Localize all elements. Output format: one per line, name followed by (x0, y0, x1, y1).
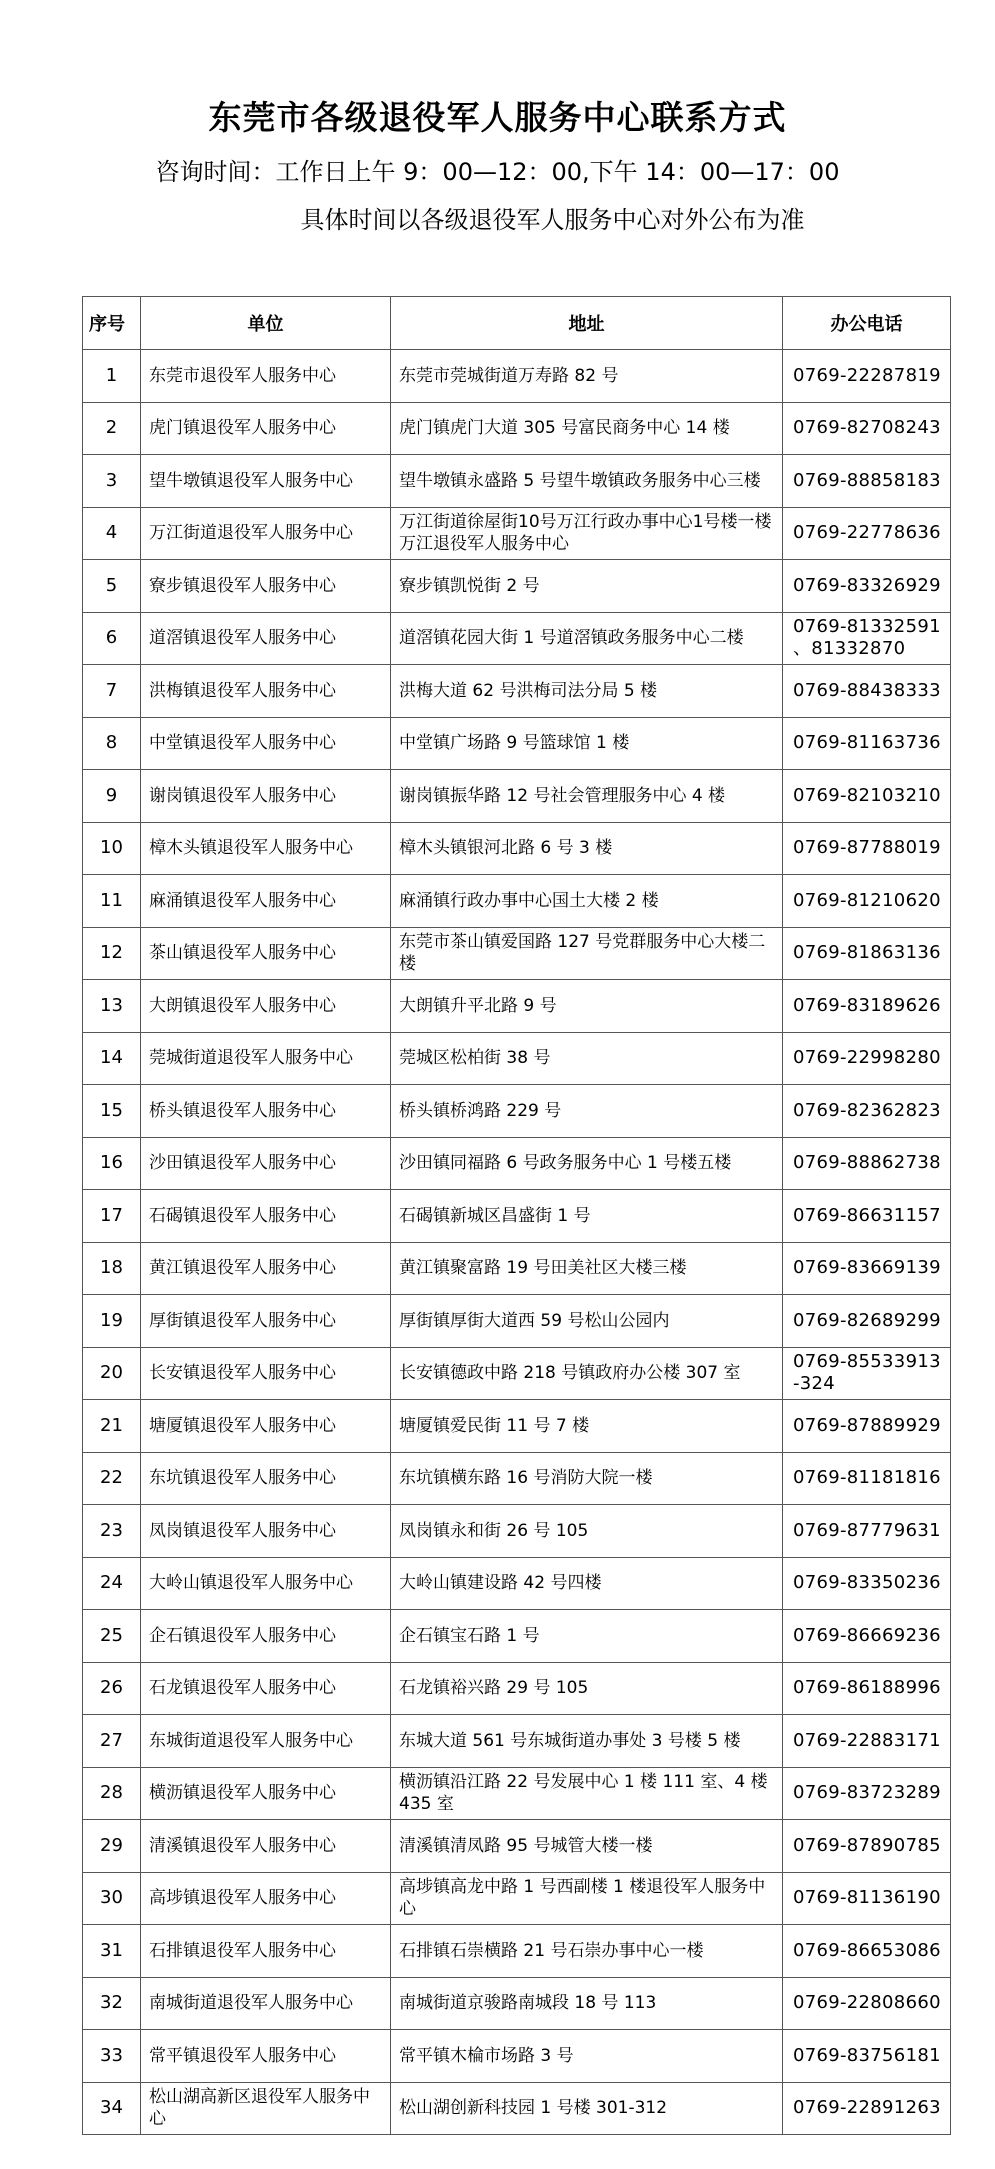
row-number: 23 (83, 1505, 141, 1558)
contact-table (82, 296, 951, 2135)
row-phone: 0769-87779631 (783, 1505, 951, 1558)
table-row (83, 560, 951, 613)
row-address: 东莞市莞城街道万寿路 82 号 (391, 350, 783, 403)
row-unit: 沙田镇退役军人服务中心 (141, 1137, 391, 1190)
table-row (83, 1085, 951, 1138)
row-number: 33 (83, 2030, 141, 2083)
row-address: 樟木头镇银河北路 6 号 3 楼 (391, 822, 783, 875)
row-phone: 0769-83326929 (783, 560, 951, 613)
row-address: 横沥镇沿江路 22 号发展中心 1 楼 111 室、4 楼 435 室 (391, 1767, 783, 1820)
table-row (83, 1242, 951, 1295)
row-phone: 0769-88438333 (783, 665, 951, 718)
table-row (83, 1820, 951, 1873)
table-row (83, 1190, 951, 1243)
row-phone: 0769-85533913 -324 (783, 1347, 951, 1400)
row-phone: 0769-82362823 (783, 1085, 951, 1138)
row-number: 1 (83, 350, 141, 403)
row-address: 南城街道京骏路南城段 18 号 113 (391, 1977, 783, 2030)
row-phone: 0769-86631157 (783, 1190, 951, 1243)
row-unit: 南城街道退役军人服务中心 (141, 1977, 391, 2030)
row-unit: 大朗镇退役军人服务中心 (141, 980, 391, 1033)
row-number: 4 (83, 507, 141, 560)
row-phone: 0769-86653086 (783, 1925, 951, 1978)
row-address: 高埗镇高龙中路 1 号西副楼 1 楼退役军人服务中心 (391, 1872, 783, 1925)
column-header-unit: 单位 (141, 297, 391, 350)
table-row (83, 2082, 951, 2135)
table-row (83, 612, 951, 665)
row-address: 凤岗镇永和街 26 号 105 (391, 1505, 783, 1558)
row-number: 34 (83, 2082, 141, 2135)
row-number: 6 (83, 612, 141, 665)
row-phone: 0769-83723289 (783, 1767, 951, 1820)
consultation-hours: 咨询时间：工作日上午 9：00—12：00,下午 14：00—17：00 (155, 158, 840, 186)
row-phone: 0769-87889929 (783, 1400, 951, 1453)
row-address: 石排镇石崇横路 21 号石崇办事中心一楼 (391, 1925, 783, 1978)
row-address: 黄江镇聚富路 19 号田美社区大楼三楼 (391, 1242, 783, 1295)
row-number: 8 (83, 717, 141, 770)
row-unit: 常平镇退役军人服务中心 (141, 2030, 391, 2083)
row-phone: 0769-22998280 (783, 1032, 951, 1085)
row-phone: 0769-83756181 (783, 2030, 951, 2083)
row-unit: 松山湖高新区退役军人服务中心 (141, 2082, 391, 2135)
table-row (83, 717, 951, 770)
row-phone: 0769-81863136 (783, 927, 951, 980)
table-row (83, 1032, 951, 1085)
row-address: 沙田镇同福路 6 号政务服务中心 1 号楼五楼 (391, 1137, 783, 1190)
row-number: 19 (83, 1295, 141, 1348)
row-unit: 谢岗镇退役军人服务中心 (141, 770, 391, 823)
row-address: 桥头镇桥鸿路 229 号 (391, 1085, 783, 1138)
row-unit: 东莞市退役军人服务中心 (141, 350, 391, 403)
row-number: 32 (83, 1977, 141, 2030)
row-address: 厚街镇厚街大道西 59 号松山公园内 (391, 1295, 783, 1348)
row-number: 21 (83, 1400, 141, 1453)
row-unit: 中堂镇退役军人服务中心 (141, 717, 391, 770)
table-row (83, 822, 951, 875)
table-row (83, 1715, 951, 1768)
table-row (83, 1295, 951, 1348)
row-number: 11 (83, 875, 141, 928)
row-phone: 0769-81163736 (783, 717, 951, 770)
row-phone: 0769-86669236 (783, 1610, 951, 1663)
row-phone: 0769-81332591 、81332870 (783, 612, 951, 665)
table-row (83, 927, 951, 980)
row-unit: 黄江镇退役军人服务中心 (141, 1242, 391, 1295)
row-unit: 洪梅镇退役军人服务中心 (141, 665, 391, 718)
row-phone: 0769-83189626 (783, 980, 951, 1033)
row-address: 东坑镇横东路 16 号消防大院一楼 (391, 1452, 783, 1505)
row-number: 15 (83, 1085, 141, 1138)
row-address: 东莞市茶山镇爱国路 127 号党群服务中心大楼二楼 (391, 927, 783, 980)
row-unit: 万江街道退役军人服务中心 (141, 507, 391, 560)
row-unit: 企石镇退役军人服务中心 (141, 1610, 391, 1663)
row-address: 望牛墩镇永盛路 5 号望牛墩镇政务服务中心三楼 (391, 455, 783, 508)
row-unit: 塘厦镇退役军人服务中心 (141, 1400, 391, 1453)
row-unit: 高埗镇退役军人服务中心 (141, 1872, 391, 1925)
table-row (83, 1452, 951, 1505)
row-address: 中堂镇广场路 9 号篮球馆 1 楼 (391, 717, 783, 770)
row-address: 大岭山镇建设路 42 号四楼 (391, 1557, 783, 1610)
row-address: 虎门镇虎门大道 305 号富民商务中心 14 楼 (391, 402, 783, 455)
row-address: 清溪镇清凤路 95 号城管大楼一楼 (391, 1820, 783, 1873)
table-row (83, 1347, 951, 1400)
row-unit: 桥头镇退役军人服务中心 (141, 1085, 391, 1138)
row-phone: 0769-22287819 (783, 350, 951, 403)
row-phone: 0769-83350236 (783, 1557, 951, 1610)
table-row (83, 1505, 951, 1558)
row-address: 长安镇德政中路 218 号镇政府办公楼 307 室 (391, 1347, 783, 1400)
row-number: 10 (83, 822, 141, 875)
table-row (83, 507, 951, 560)
table-row (83, 1977, 951, 2030)
row-address: 洪梅大道 62 号洪梅司法分局 5 楼 (391, 665, 783, 718)
table-row (83, 1767, 951, 1820)
row-address: 道滘镇花园大街 1 号道滘镇政务服务中心二楼 (391, 612, 783, 665)
row-number: 18 (83, 1242, 141, 1295)
row-unit: 莞城街道退役军人服务中心 (141, 1032, 391, 1085)
table-row (83, 770, 951, 823)
row-number: 17 (83, 1190, 141, 1243)
column-header-address: 地址 (391, 297, 783, 350)
row-phone: 0769-22891263 (783, 2082, 951, 2135)
table-header-row (83, 297, 951, 350)
row-unit: 茶山镇退役军人服务中心 (141, 927, 391, 980)
hours-note: 具体时间以各级退役军人服务中心对外公布为准 (300, 206, 805, 234)
row-address: 松山湖创新科技园 1 号楼 301-312 (391, 2082, 783, 2135)
row-number: 5 (83, 560, 141, 613)
row-unit: 大岭山镇退役军人服务中心 (141, 1557, 391, 1610)
table-row (83, 875, 951, 928)
row-unit: 石龙镇退役军人服务中心 (141, 1662, 391, 1715)
column-header-phone: 办公电话 (783, 297, 951, 350)
row-number: 24 (83, 1557, 141, 1610)
row-phone: 0769-88858183 (783, 455, 951, 508)
row-number: 26 (83, 1662, 141, 1715)
row-phone: 0769-81181816 (783, 1452, 951, 1505)
row-number: 14 (83, 1032, 141, 1085)
row-number: 3 (83, 455, 141, 508)
row-unit: 东坑镇退役军人服务中心 (141, 1452, 391, 1505)
row-unit: 凤岗镇退役军人服务中心 (141, 1505, 391, 1558)
row-address: 石龙镇裕兴路 29 号 105 (391, 1662, 783, 1715)
row-number: 2 (83, 402, 141, 455)
row-number: 27 (83, 1715, 141, 1768)
table-row (83, 980, 951, 1033)
table-row (83, 350, 951, 403)
row-phone: 0769-88862738 (783, 1137, 951, 1190)
row-phone: 0769-22883171 (783, 1715, 951, 1768)
row-unit: 麻涌镇退役军人服务中心 (141, 875, 391, 928)
row-phone: 0769-83669139 (783, 1242, 951, 1295)
row-unit: 寮步镇退役军人服务中心 (141, 560, 391, 613)
table-row (83, 1400, 951, 1453)
table-row (83, 665, 951, 718)
row-address: 大朗镇升平北路 9 号 (391, 980, 783, 1033)
row-phone: 0769-86188996 (783, 1662, 951, 1715)
row-address: 常平镇木棆市场路 3 号 (391, 2030, 783, 2083)
row-unit: 望牛墩镇退役军人服务中心 (141, 455, 391, 508)
row-address: 寮步镇凯悦街 2 号 (391, 560, 783, 613)
row-address: 麻涌镇行政办事中心国土大楼 2 楼 (391, 875, 783, 928)
table-row (83, 2030, 951, 2083)
column-header-no: 序号 (83, 297, 141, 350)
table-row (83, 1557, 951, 1610)
row-number: 31 (83, 1925, 141, 1978)
page-title: 东莞市各级退役军人服务中心联系方式 (208, 98, 787, 137)
table-row (83, 1610, 951, 1663)
row-phone: 0769-22778636 (783, 507, 951, 560)
row-unit: 横沥镇退役军人服务中心 (141, 1767, 391, 1820)
row-phone: 0769-81136190 (783, 1872, 951, 1925)
row-address: 谢岗镇振华路 12 号社会管理服务中心 4 楼 (391, 770, 783, 823)
row-unit: 石碣镇退役军人服务中心 (141, 1190, 391, 1243)
row-unit: 樟木头镇退役军人服务中心 (141, 822, 391, 875)
row-number: 28 (83, 1767, 141, 1820)
row-number: 12 (83, 927, 141, 980)
row-phone: 0769-82689299 (783, 1295, 951, 1348)
row-unit: 长安镇退役军人服务中心 (141, 1347, 391, 1400)
row-unit: 东城街道退役军人服务中心 (141, 1715, 391, 1768)
row-number: 13 (83, 980, 141, 1033)
row-unit: 石排镇退役军人服务中心 (141, 1925, 391, 1978)
row-address: 塘厦镇爱民街 11 号 7 楼 (391, 1400, 783, 1453)
row-address: 企石镇宝石路 1 号 (391, 1610, 783, 1663)
row-phone: 0769-87788019 (783, 822, 951, 875)
table-row (83, 1925, 951, 1978)
row-phone: 0769-22808660 (783, 1977, 951, 2030)
row-number: 22 (83, 1452, 141, 1505)
row-unit: 清溪镇退役军人服务中心 (141, 1820, 391, 1873)
row-phone: 0769-81210620 (783, 875, 951, 928)
table-row (83, 1137, 951, 1190)
table-row (83, 1662, 951, 1715)
row-address: 东城大道 561 号东城街道办事处 3 号楼 5 楼 (391, 1715, 783, 1768)
row-number: 30 (83, 1872, 141, 1925)
row-number: 29 (83, 1820, 141, 1873)
table-body (83, 350, 951, 2135)
row-address: 莞城区松柏街 38 号 (391, 1032, 783, 1085)
row-unit: 厚街镇退役军人服务中心 (141, 1295, 391, 1348)
row-phone: 0769-87890785 (783, 1820, 951, 1873)
row-number: 16 (83, 1137, 141, 1190)
row-number: 20 (83, 1347, 141, 1400)
row-phone: 0769-82708243 (783, 402, 951, 455)
row-unit: 虎门镇退役军人服务中心 (141, 402, 391, 455)
row-phone: 0769-82103210 (783, 770, 951, 823)
row-address: 石碣镇新城区昌盛街 1 号 (391, 1190, 783, 1243)
row-number: 7 (83, 665, 141, 718)
row-number: 9 (83, 770, 141, 823)
row-unit: 道滘镇退役军人服务中心 (141, 612, 391, 665)
table-row (83, 402, 951, 455)
table-row (83, 455, 951, 508)
row-number: 25 (83, 1610, 141, 1663)
table-row (83, 1872, 951, 1925)
row-address: 万江街道徐屋街10号万江行政办事中心1号楼一楼万江退役军人服务中心 (391, 507, 783, 560)
